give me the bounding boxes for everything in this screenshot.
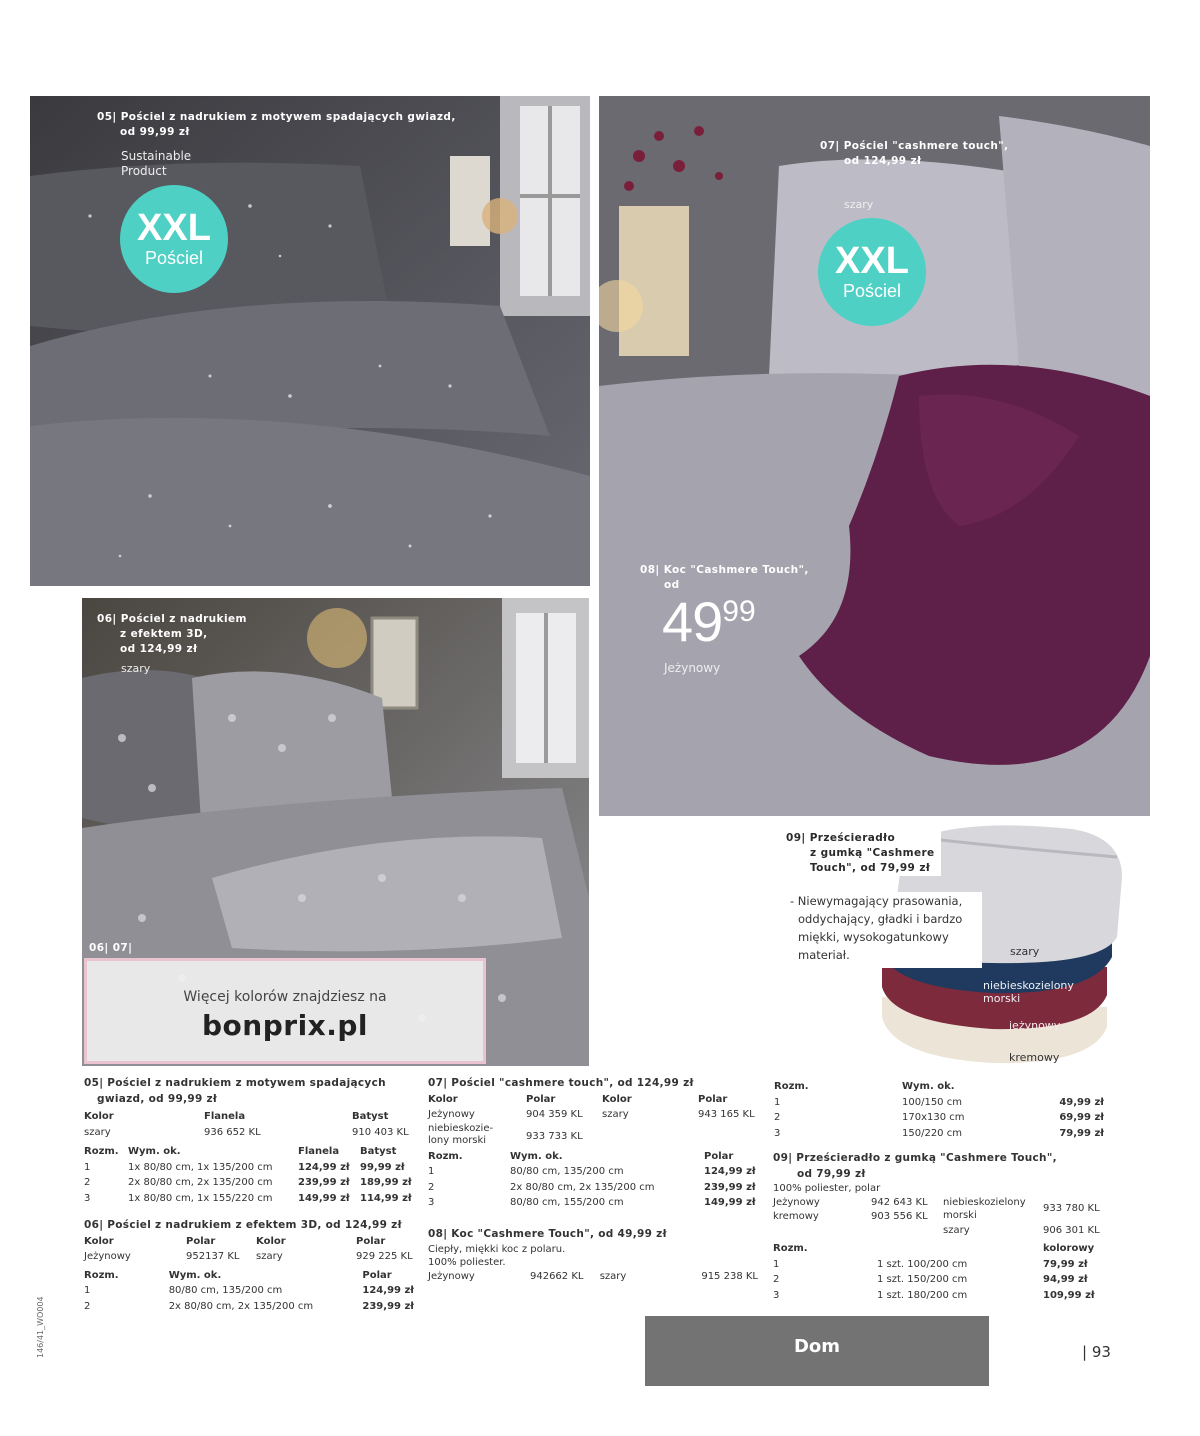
spec-07-h-kolor2: Kolor	[602, 1093, 632, 1105]
spec-08-color1: Jeżynowy	[428, 1270, 475, 1282]
spec-09-title2: od 79,99 zł	[797, 1167, 866, 1180]
spec-08s-row1-p: 49,99 zł	[1059, 1096, 1104, 1108]
spec-05-title2: gwiazd, od 99,99 zł	[97, 1092, 218, 1105]
spec-08-h-rozm: Rozm.	[774, 1081, 809, 1092]
spec-09-row3-n: 3	[773, 1289, 780, 1301]
spec-09-row2-p: 94,99 zł	[1043, 1274, 1088, 1285]
caption-06	[97, 612, 247, 657]
spec-06	[84, 1218, 419, 1314]
table-row	[84, 1160, 414, 1176]
spec-06-h-kolor: Kolor	[84, 1235, 114, 1247]
spec-05-h-batyst: Batyst	[352, 1111, 389, 1122]
description-09	[786, 892, 982, 968]
spec-09-row3-p: 109,99 zł	[1043, 1289, 1095, 1301]
spec-07	[428, 1076, 763, 1211]
price-08-main: 49	[662, 590, 723, 653]
description-09-line3: miękki, wysokogatunkowy	[798, 930, 949, 944]
caption-05	[97, 110, 456, 140]
spec-07-h-polar3: Polar	[704, 1150, 734, 1162]
caption-05-title: 05| Pościel z nadrukiem z motywem spadających gwiazd,	[97, 111, 456, 123]
spec-09-size-table	[773, 1241, 1105, 1303]
spec-08-h-wymok: Wym. ok.	[902, 1081, 955, 1092]
spec-05-title: 05| Pościel z nadrukiem z motywem spadających	[84, 1077, 386, 1089]
spec-08	[428, 1227, 763, 1284]
sustainable-label	[121, 149, 191, 179]
spec-07-color-table	[428, 1092, 758, 1147]
swatch-label-kremowy: kremowy	[1009, 1051, 1060, 1064]
spec-07-title: 07| Pościel "cashmere touch", od 124,99 zł	[428, 1077, 694, 1089]
spec-09-row2-dim: 1 szt. 150/200 cm	[877, 1274, 968, 1285]
xxl-badge-05-small: Pościel	[144, 248, 204, 268]
table-row	[774, 1110, 1104, 1126]
spec-06-title: 06| Pościel z nadrukiem z efektem 3D, od 124,99 zł	[84, 1219, 402, 1231]
spec-07-h-polar: Polar	[526, 1093, 556, 1105]
spec-07-color3b: lony morski	[428, 1134, 487, 1146]
table-row	[428, 1164, 758, 1180]
spec-07-row3-p: 149,99 zł	[704, 1197, 756, 1208]
spec-06-h-rozm: Rozm.	[84, 1269, 119, 1281]
caption-09	[786, 831, 941, 876]
spec-06-h-polar3: Polar	[362, 1269, 392, 1281]
spec-07-color1: Jeżynowy	[428, 1109, 475, 1120]
xxl-badge-07	[818, 218, 926, 326]
spec-09	[773, 1151, 1108, 1303]
spec-05-size-table	[84, 1144, 414, 1206]
table-row	[428, 1180, 758, 1196]
spec-09-color3b: morski	[943, 1210, 977, 1221]
spec-09-row2-n: 2	[773, 1274, 780, 1285]
spec-09-color2: kremowy	[773, 1211, 819, 1222]
spec-09-code1: 942 643 KL	[871, 1197, 928, 1208]
xxl-badge-07-big: XXL	[835, 240, 909, 282]
spec-07-h-wymok: Wym. ok.	[510, 1150, 563, 1162]
spec-08s-row1-n: 1	[774, 1096, 781, 1108]
caption-05-price: od 99,99 zł	[120, 126, 190, 138]
caption-06-07-tag: 06| 07|	[89, 942, 133, 954]
photo-07-08-cashmere-bedding	[599, 96, 1150, 816]
spec-07-row1-n: 1	[428, 1166, 435, 1177]
spec-09-h-kolorowy: kolorowy	[1043, 1243, 1095, 1254]
spec-05-row3-n: 3	[84, 1192, 91, 1204]
caption-09-price: Touch", od 79,99 zł	[810, 862, 931, 874]
swatch-label-niebieskozielony	[983, 979, 1074, 1005]
spec-07-size-table	[428, 1149, 758, 1211]
description-09-line2: oddychający, gładki i bardzo	[798, 912, 963, 926]
spec-05-row3-dim: 1x 80/80 cm, 1x 155/220 cm	[128, 1192, 273, 1204]
spec-06-row2-dim: 2x 80/80 cm, 2x 135/200 cm	[168, 1300, 314, 1312]
caption-08-od: od	[664, 579, 680, 591]
spec-05-row2-p2: 189,99 zł	[360, 1177, 412, 1188]
sustainable-line2: Product	[121, 164, 167, 178]
spec-09-code3: 933 780 KL	[1043, 1203, 1100, 1214]
spec-07-color3a: niebieskozie-	[428, 1122, 494, 1134]
swatch-label-niebieskozielony-2: morski	[983, 992, 1021, 1005]
spec-07-row2-dim: 2x 80/80 cm, 2x 135/200 cm	[510, 1181, 655, 1193]
spec-08s-row2-p: 69,99 zł	[1059, 1112, 1104, 1123]
promo-website[interactable]: bonprix.pl	[202, 1009, 368, 1042]
spec-09-color4: szary	[943, 1225, 970, 1236]
spec-07-code2: 943 165 KL	[698, 1109, 755, 1120]
xxl-badge-05	[120, 185, 228, 293]
spec-09-code4: 906 301 KL	[1043, 1225, 1100, 1236]
price-08-cents: 99	[722, 595, 756, 628]
caption-06-price: od 124,99 zł	[120, 643, 198, 655]
spec-05-row3-p1: 149,99 zł	[298, 1192, 350, 1204]
table-row	[84, 1299, 414, 1315]
spec-05-h-flanela: Flanela	[204, 1111, 246, 1122]
spec-05	[84, 1076, 419, 1206]
spec-08s-row2-dim: 170x130 cm	[902, 1112, 965, 1123]
xxl-badge-05-big: XXL	[137, 207, 211, 249]
spec-05-row1-p2: 99,99 zł	[360, 1161, 405, 1173]
table-row	[774, 1095, 1104, 1111]
spec-07-code1: 904 359 KL	[526, 1109, 583, 1120]
description-09-line1: - Niewymagający prasowania,	[790, 894, 963, 908]
spec-05-code-batyst: 910 403 KL	[352, 1126, 409, 1138]
spec-05-row1-n: 1	[84, 1161, 91, 1173]
spec-05-code-flanela: 936 652 KL	[204, 1126, 261, 1138]
table-row	[84, 1283, 414, 1299]
spec-09-material: 100% poliester, polar	[773, 1183, 881, 1194]
spec-07-h-kolor: Kolor	[428, 1093, 458, 1105]
spec-05-row1-dim: 1x 80/80 cm, 1x 135/200 cm	[128, 1161, 273, 1173]
table-row	[84, 1175, 414, 1191]
spec-08-size-table	[774, 1079, 1104, 1141]
section-label-dom: Dom	[645, 1316, 989, 1386]
price-08	[662, 590, 756, 653]
table-row	[84, 1191, 414, 1207]
caption-06-title: 06| Pościel z nadrukiem	[97, 613, 247, 625]
caption-07-price: od 124,99 zł	[844, 155, 922, 167]
spec-05-row2-dim: 2x 80/80 cm, 2x 135/200 cm	[128, 1177, 273, 1188]
spec-06-row2-n: 2	[84, 1300, 91, 1312]
spec-07-row3-dim: 80/80 cm, 155/200 cm	[510, 1197, 624, 1208]
spec-09-title: 09| Prześcieradło z gumką "Cashmere Touch",	[773, 1152, 1057, 1164]
spec-07-h-rozm: Rozm.	[428, 1150, 463, 1162]
spec-06-size-table	[84, 1268, 414, 1315]
caption-08-title: 08| Koc "Cashmere Touch",	[640, 564, 809, 576]
description-09-line4: materiał.	[798, 948, 850, 962]
spec-08-sizes	[774, 1079, 1104, 1141]
spec-09-color-table	[773, 1196, 1105, 1238]
table-row	[773, 1288, 1105, 1304]
spec-08s-row1-dim: 100/150 cm	[902, 1096, 962, 1108]
spec-06-code2: 929 225 KL	[356, 1251, 413, 1262]
promo-line1: Więcej kolorów znajdziesz na	[183, 989, 387, 1005]
spec-05-h-kolor: Kolor	[84, 1111, 114, 1122]
page-number: | 93	[1082, 1343, 1111, 1361]
spec-08-desc2: 100% poliester.	[428, 1256, 506, 1268]
spec-09-row1-dim: 1 szt. 100/200 cm	[877, 1258, 968, 1270]
spec-09-row3-dim: 1 szt. 180/200 cm	[877, 1289, 968, 1301]
spec-05-color: szary	[84, 1126, 111, 1138]
spec-07-row2-n: 2	[428, 1181, 435, 1193]
spec-09-row1-n: 1	[773, 1258, 780, 1270]
spec-05-h-rozm: Rozm.	[84, 1146, 119, 1157]
spec-05-row2-p1: 239,99 zł	[298, 1177, 350, 1188]
spec-05-row2-n: 2	[84, 1177, 91, 1188]
spec-06-row1-n: 1	[84, 1285, 91, 1296]
spec-08-desc1: Ciepły, miękki koc z polaru.	[428, 1243, 566, 1255]
spec-06-color2: szary	[256, 1251, 283, 1262]
spec-08-color2: szary	[599, 1270, 627, 1282]
caption-09-title: 09| Prześcieradło	[786, 832, 896, 844]
caption-06-subtitle: z efektem 3D,	[120, 628, 208, 640]
spec-07-color2: szary	[602, 1109, 629, 1120]
spec-05-row3-p2: 114,99 zł	[360, 1192, 412, 1204]
spec-07-row2-p: 239,99 zł	[704, 1181, 756, 1193]
spec-07-code3: 933 733 KL	[526, 1130, 583, 1142]
catalog-code: 146/41_WO004	[36, 1296, 45, 1358]
spec-06-h-wymok: Wym. ok.	[168, 1269, 222, 1281]
spec-06-row1-p: 124,99 zł	[362, 1285, 414, 1296]
caption-08-color: Jeżynowy	[664, 661, 721, 675]
spec-09-color3a: niebieskozielony	[943, 1197, 1026, 1208]
caption-07-title: 07| Pościel "cashmere touch",	[820, 140, 1009, 152]
spec-09-code2: 903 556 KL	[871, 1211, 928, 1222]
caption-08	[640, 563, 809, 593]
spec-08s-row2-n: 2	[774, 1112, 781, 1123]
spec-06-h-polar2: Polar	[356, 1235, 386, 1247]
spec-05-color-table	[84, 1109, 414, 1140]
xxl-badge-07-small: Pościel	[842, 281, 902, 301]
spec-06-code1: 952137 KL	[186, 1251, 240, 1262]
spec-07-row3-n: 3	[428, 1197, 435, 1208]
table-row	[774, 1126, 1104, 1142]
swatch-label-szary: szary	[1010, 945, 1040, 958]
spec-06-color-table	[84, 1234, 414, 1265]
spec-08-color-table	[428, 1269, 758, 1285]
table-row	[428, 1195, 758, 1211]
spec-06-h-kolor2: Kolor	[256, 1235, 286, 1247]
spec-09-color1: Jeżynowy	[773, 1197, 820, 1208]
spec-05-row1-p1: 124,99 zł	[298, 1161, 350, 1173]
promo-more-colors	[84, 958, 486, 1064]
spec-07-h-polar2: Polar	[698, 1093, 728, 1105]
spec-08s-row3-dim: 150/220 cm	[902, 1127, 962, 1139]
spec-08s-row3-p: 79,99 zł	[1059, 1127, 1104, 1139]
spec-06-row2-p: 239,99 zł	[362, 1300, 414, 1312]
table-row	[773, 1257, 1105, 1273]
spec-05-h-flanela2: Flanela	[298, 1146, 340, 1157]
spec-09-row1-p: 79,99 zł	[1043, 1258, 1088, 1270]
spec-07-row1-dim: 80/80 cm, 135/200 cm	[510, 1166, 624, 1177]
photo-05-starry-bedding	[30, 96, 590, 586]
spec-07-row1-p: 124,99 zł	[704, 1166, 756, 1177]
swatch-label-niebieskozielony-1: niebieskozielony	[983, 979, 1074, 992]
caption-07-color: szary	[844, 198, 874, 211]
spec-09-h-rozm: Rozm.	[773, 1243, 808, 1254]
spec-06-h-polar: Polar	[186, 1235, 216, 1247]
sustainable-line1: Sustainable	[121, 149, 192, 163]
caption-06-color: szary	[121, 662, 151, 675]
spec-08-code2: 915 238 KL	[701, 1270, 758, 1282]
spec-06-row1-dim: 80/80 cm, 135/200 cm	[168, 1285, 283, 1296]
table-row	[773, 1272, 1105, 1288]
spec-05-h-batyst2: Batyst	[360, 1146, 397, 1157]
spec-08-title: 08| Koc "Cashmere Touch", od 49,99 zł	[428, 1228, 667, 1240]
caption-07	[820, 139, 1008, 169]
swatch-label-jezynowy: jeżynowy	[1009, 1019, 1061, 1032]
caption-09-subtitle: z gumką "Cashmere	[810, 847, 935, 859]
spec-06-color1: Jeżynowy	[84, 1251, 131, 1262]
spec-05-h-wymok: Wym. ok.	[128, 1146, 181, 1157]
spec-08-code1: 942662 KL	[529, 1270, 584, 1282]
spec-08s-row3-n: 3	[774, 1127, 781, 1139]
